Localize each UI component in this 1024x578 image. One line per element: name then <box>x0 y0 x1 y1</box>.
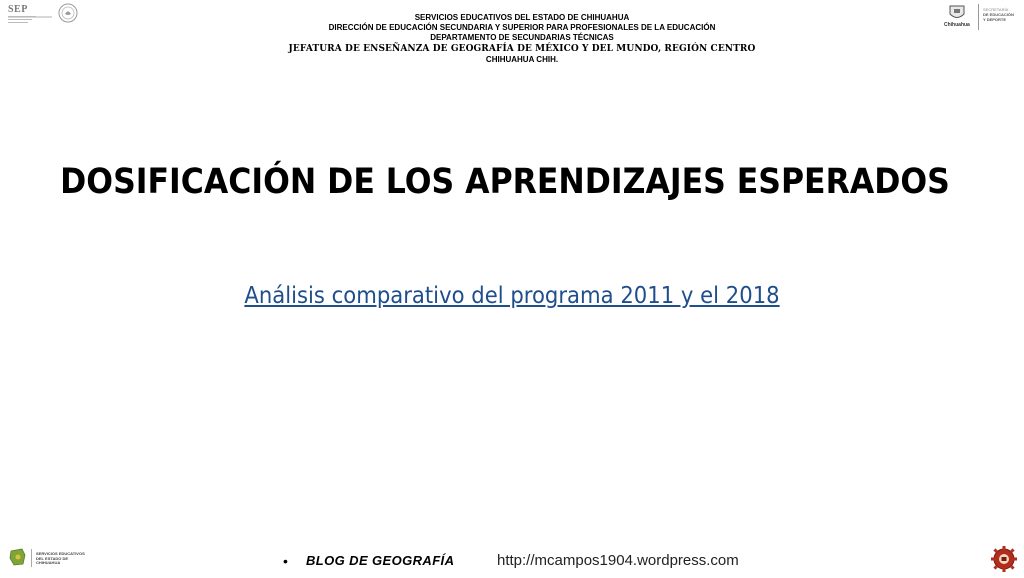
footer-logo-line-3: CHIHUAHUA <box>36 560 61 565</box>
footer-left-logo-text <box>36 552 85 566</box>
sep-logo-text: SEP <box>8 4 28 15</box>
mexico-seal-icon <box>58 3 78 23</box>
chihuahua-wordmark: Chihuahua <box>944 22 970 28</box>
dept-line-1: SECRETARÍA <box>983 7 1009 12</box>
header-line-2: DIRECCIÓN DE EDUCACIÓN SECUNDARIA Y SUPERIOR PARA PROFESIONALES DE LA EDUCACIÓN <box>328 23 716 32</box>
header-line-3: DEPARTAMENTO DE SECUNDARIAS TÉCNICAS <box>430 33 614 42</box>
slide-subtitle-link[interactable]: Análisis comparativo del programa 2011 y el 2018 <box>244 283 780 309</box>
dept-line-2: DE EDUCACIÓN <box>983 12 1014 17</box>
header-line-5: CHIHUAHUA CHIH. <box>485 55 559 64</box>
slide-title: DOSIFICACIÓN DE LOS APRENDIZAJES ESPERADOS <box>60 162 950 202</box>
chihuahua-shield-icon <box>948 5 966 21</box>
sep-logo-subtitle <box>8 16 38 25</box>
blog-label: BLOG DE GEOGRAFÍA <box>306 553 455 568</box>
education-department-logo <box>983 7 1014 22</box>
school-emblem-icon <box>990 545 1018 573</box>
blog-url-link[interactable]: http://mcampos1904.wordpress.com <box>497 552 739 569</box>
logo-divider <box>978 4 979 30</box>
footer-logo-line-1: SERVICIOS EDUCATIVOS <box>36 551 85 556</box>
header-line-1: SERVICIOS EDUCATIVOS DEL ESTADO DE CHIHUAHUA <box>414 13 630 22</box>
footer-logo-divider <box>31 549 32 567</box>
dept-line-3: Y DEPORTE <box>983 17 1007 22</box>
header <box>210 13 834 65</box>
state-map-icon <box>8 547 28 567</box>
footer-bullet: • <box>283 553 288 569</box>
header-line-4: JEFATURA DE ENSEÑANZA DE GEOGRAFÍA DE MÉXICO Y DEL MUNDO, REGIÓN CENTRO <box>288 44 756 54</box>
footer-logo-line-2: DEL ESTADO DE <box>36 555 69 561</box>
